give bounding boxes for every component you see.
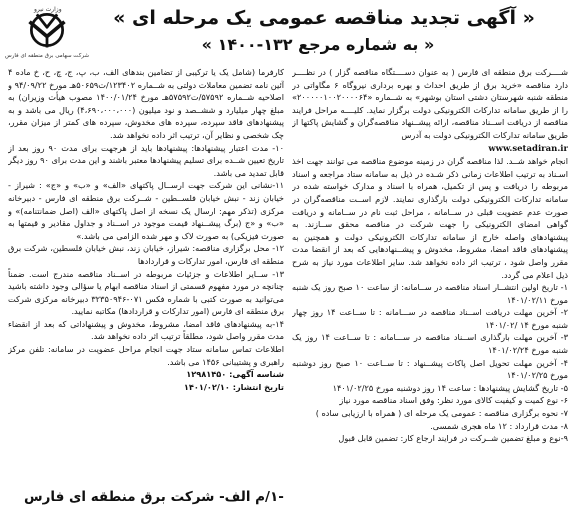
notice-body [8,66,568,489]
ministry-label: وزارت نیرو [34,6,62,13]
notice-header [5,4,568,66]
publish-date: تاریخ انتشار: ۱۴۰۱/۰۲/۱۰ [183,381,284,392]
issuer-signature: -۱/م الف- شرکت برق منطقه ای فارس [24,489,284,505]
right-column [292,66,568,489]
item-13: ۱۳- ســایر اطلاعات و جزئیات مربوطه در اســناد مناقصه مندرج است. ضمناً چنانچه در مورد مفهوم قسمتی از اسناد مناقصه ابهام یا سؤالی وجود داشته باشید می‌توانید به صورت کتبی با شماره فکس ۰۷۱-۳۲۳۵۰۹۴۶ دبیرخانه مرکزی شرکت برق منطقه ای فارس (امور تدارکات و قراردادها) مکاتبه نمایید. [8,268,284,317]
item-1: ۱- تاریخ اولین انتشــار اسناد مناقصه در ســامانه: از ساعت ۱۰ صبح روز یک شنبه مورخ ۱۴۰۱/۰۲/۱۱ [292,282,568,305]
notice-title: « آگهی تجدید مناقصه عمومی یک مرحله ای » [113,7,535,29]
notice-id: شناسه آگهی: ۱۲۹۸۱۴۵۰ [186,369,284,380]
instructions-paragraph: انجام خواهد شــد. لذا مناقصه گران در زمینه موضوع مناقصه می توانند جهت اخذ اسـناد به ترتیب اطلاعات زمانی ذکر شـده در ذیل به سامانه ستاد مراجعه و اسناد مربوطه را دریافت و پس از تکمیل، همراه با اسناد و مدارک خواسته شده در سامانه تدارکات الکترونیکی دولت بارگذاری نمایند. لازم اســت مناقصه‌گران در صورت عدم عضویت قبلی در ســامانه ، مراحل ثبت نام در ســامانه و دریافت گواهی امضای الکترونیکی را جهت شرکت در مناقصه محقق ســازند. به پیشنهادهای واصله خارج از سامانه تدارکات الکترونیکی دولت و همچنین به پیشنهادهای فاقد امضا، مشروط، مخدوش و پیشــنهادهایی که بعد از انقضا مدت مقرر واصل شود ، ترتیب اثر داده نخواهد شد. سایر اطلاعات مورد نیاز به شرح ذیل اعلام می گردد. [292,156,568,280]
company-label: شرکت سهامی برق منطقه ای فارس [5,53,89,59]
item-12: ۱۲- محل برگزاری مناقصه: شیراز، خیابان زند، نبش خیابان فلسطین، شرکت برق منطقه ای فارس، امور تدارکات و قراردادها [8,243,284,266]
item-14: ۱۴-به پیشنهادهای فاقد امضا، مشروط، مخدوش و پیشنهاداتی که بعد از انقضاء مدت مقرر واصل شود، مطلقاً ترتیب اثر داده نخواهد شد. [8,318,284,342]
item-8: ۸- مدت قرارداد : ۱۲ ماه هجری شمسی. [430,420,568,431]
item-7: ۷- نحوه برگزاری مناقصه : عمومی یک مرحله ای ( همراه با ارزیابی ساده ) [315,408,568,419]
item-11: ۱۱-نشانی این شرکت جهت ارســال پاکتهای «الف» و «ب» و «ج» : شیراز - خیابان زند - نبش خیابان فلســطین - شــرکت برق منطقه ای فارس - دبیرخانه مرکزی (تذکر مهم: ارسال یک نسخه از اصل پاکتهای «الف (اصل ضمانتنامه)» و «ب» و «ج (برگ پیشــنهاد قیمت موجود در اســناد و جداول مقادیر و قیمتها به صورت فیزیکی) به صورت لاک و مهر شده الزامی می باشد.» [8,180,284,241]
item-6: ۶- نوع کمیت و کیفیت کالای مورد نظر: وفق اسناد مناقصه مورد نیاز [339,395,568,406]
fars-regional-electric-logo-icon [24,8,70,52]
item-10: ۱۰- مدت اعتبار پیشنهادها: پیشنهادها باید از هرجهت برای مدت ۹۰ روز بعد از تاریخ تعیین شــده برای تسلیم پیشنهادها معتبر باشند و این مدت برای ۹۰ روز دیگر قابل تمدید می باشد. [8,142,284,178]
left-column [8,66,284,489]
guarantee-paragraph: کارفرما (شامل یک یا ترکیبی از تضامین بندهای الف، ب، پ، ج، چ، ح، خ ماده ۴ آئین نامه تضمین معاملات دولتی به شــماره ۱۲۳۴۰۲/ت۵۰۶۵۹هـ مورخ ۹۴/۰۹/۲۲ و اصلاحیه شــماره ۵۷۵۹۲/ت۵۷۵۹۲هـ مورخ ۱۴۰۰/۰۱/۲۴ مصوب هیأت وزیران) به مبلغ چهار میلیارد و ششــصد و نود میلیون (۴،۶۹۰،۰۰۰،۰۰۰) ریال می باشد و به پیشنهادهای فاقد سپرده، سپرده های مخدوش، سپرده های کمتر از میزان مقرر، چک شخصی و نظایر آن، ترتیب اثر داده نخواهد شد. [8,67,284,140]
item-4: ۴- آخرین مهلت تحویل اصل پاکات پیشــنهاد : تا ســاعت ۱۰ صبح روز دوشنبه مورخ ۱۴۰۱/۰۲/۲۵ [292,357,568,381]
intro-paragraph: شــــرکت برق منطقه ای فارس ( به عنوان دســــتگاه مناقصه گزار ) در نظــــر دارد مناقصه «خرید برق از طریق احداث و بهره برداری نیروگاه ۶ مگاواتی در منطقه شنبه شهرستان دشتی استان بوشهر» به شــماره «۲۰۰۰۰۰۱۰۰۲۰۰۰۰۶۴» را از طریق سامانه تدارکات الکترونیکی دولت برگزار نماید. کلیــــه مراحل فرایند مناقصه از دریافت اســناد مناقصه، ارائه پیشــنهاد مناقصه‌گران و گشایش پاکتها از طریق سامانه تدارکات الکترونیکی دولت به آدرس [292,67,568,140]
notice-reference-number: « به شماره مرجع ۱۳۲-۱۴۰۰ » [201,35,435,54]
item-5: ۵- تاریخ گشایش پیشنهادها : ساعت ۱۴ روز دوشنبه مورخ ۱۴۰۱/۰۲/۲۵ [332,382,568,393]
item-3: ۳- آخرین مهلت بارگذاری اســناد مناقصه در ســـامانه : تا ســاعت ۱۴ روز یک شنبه مورخ ۱۴۰۱/۰۲/۲۴ [292,332,568,356]
item-9: ۹-نوع و مبلغ تضمین شــرکت در فرایند ارجاع کار: تضمین قابل قبول [338,433,568,444]
item-2: ۲- آخرین مهلت دریافت اســناد مناقصه در ســـامانه : تا ســاعت ۱۴ روز چهار شنبه مورخ ۱۴ /۱۴۰۱/۰۲ [292,307,568,330]
setad-url-link[interactable]: www.setadiran.ir [488,143,568,154]
contact-info: اطلاعات تماس سامانه ستاد جهت انجام مراحل عضویت در سامانه: تلفن مرکز راهبری و پشتیبانی ۱۴۵۶ می باشد. [8,344,284,367]
company-logo [5,6,89,68]
